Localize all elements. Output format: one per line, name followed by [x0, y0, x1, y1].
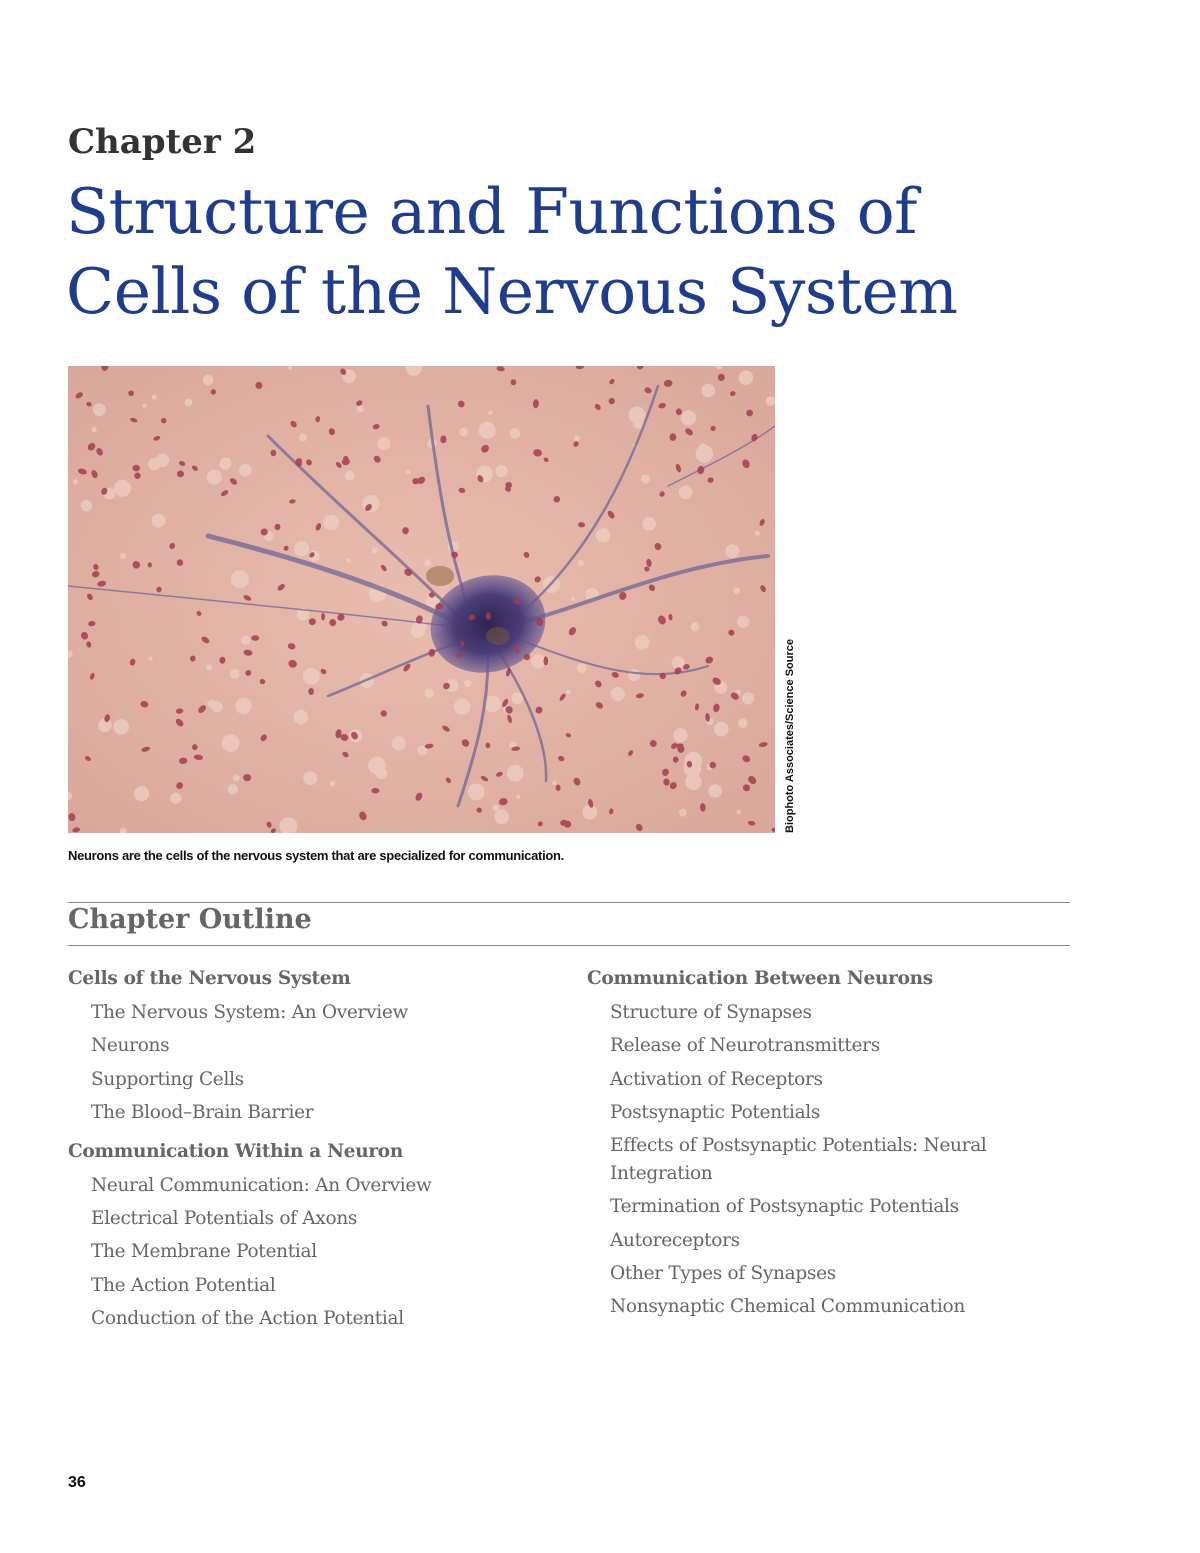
- outline-heading: Chapter Outline: [68, 904, 312, 935]
- vacuole: [755, 531, 760, 536]
- outline-item[interactable]: The Membrane Potential: [91, 1241, 317, 1263]
- vacuole: [294, 710, 309, 725]
- outline-item[interactable]: Release of Neurotransmitters: [610, 1035, 880, 1057]
- outline-item[interactable]: Activation of Receptors: [610, 1068, 823, 1090]
- vacuole: [345, 471, 355, 481]
- vacuole: [464, 679, 472, 687]
- vacuole: [679, 809, 687, 817]
- vacuole: [357, 405, 364, 412]
- stained-nucleus: [321, 613, 325, 620]
- outline-item[interactable]: Effects of Postsynaptic Potentials: Neural Integration: [610, 1135, 987, 1185]
- outline-item[interactable]: The Action Potential: [91, 1274, 276, 1296]
- vacuole: [207, 700, 215, 708]
- vacuole: [148, 458, 160, 470]
- vacuole: [496, 465, 508, 477]
- vacuole: [346, 558, 351, 563]
- vacuole: [507, 765, 524, 782]
- vacuole: [531, 654, 545, 668]
- vacuole: [459, 428, 468, 437]
- outline-item[interactable]: Neurons: [91, 1035, 170, 1057]
- vacuole: [424, 559, 431, 566]
- vacuole: [516, 795, 520, 799]
- stained-nucleus: [133, 465, 140, 472]
- vacuole: [468, 784, 485, 801]
- vacuole: [330, 781, 336, 787]
- outline-item[interactable]: Conduction of the Action Potential: [91, 1308, 404, 1330]
- chapter-title: Structure and Functions of Cells of the Nervous System: [66, 175, 958, 328]
- vacuole: [222, 734, 240, 752]
- vacuole: [714, 722, 729, 737]
- stained-nucleus: [544, 656, 549, 665]
- vacuole: [577, 560, 584, 567]
- vacuole: [362, 495, 379, 512]
- vacuole: [672, 656, 685, 669]
- vacuole: [479, 422, 496, 439]
- vacuole: [149, 657, 153, 661]
- vacuole: [641, 474, 650, 483]
- photo-credit: Biophoto Associates/Science Source: [784, 639, 796, 833]
- vacuole: [679, 486, 693, 500]
- outline-left-column: [68, 966, 528, 1338]
- vacuole: [206, 664, 212, 670]
- vacuole: [488, 411, 493, 416]
- outline-item[interactable]: Neural Communication: An Overview: [91, 1174, 432, 1196]
- vacuole: [228, 784, 238, 794]
- vacuole: [114, 480, 131, 497]
- outline-item[interactable]: Structure of Synapses: [610, 1002, 812, 1023]
- stained-nucleus: [673, 757, 679, 763]
- vacuole: [113, 719, 129, 735]
- vacuole: [552, 781, 557, 786]
- outline-bottom-divider: [68, 945, 1070, 946]
- page-number: 36: [68, 1474, 86, 1491]
- stained-nucleus: [429, 592, 435, 597]
- vacuole: [235, 698, 251, 714]
- vacuole: [81, 500, 93, 512]
- vacuole: [142, 404, 146, 408]
- vacuole: [485, 696, 502, 713]
- vacuole: [406, 470, 411, 475]
- vacuole: [303, 771, 317, 785]
- vacuole: [596, 528, 611, 543]
- vacuole: [571, 597, 575, 601]
- outline-top-divider: [68, 902, 1070, 903]
- vacuole: [699, 443, 706, 450]
- neuron-micrograph: [68, 366, 775, 833]
- vacuole: [323, 515, 339, 531]
- vacuole: [207, 470, 222, 485]
- vacuole: [577, 663, 587, 673]
- outline-right-column: [587, 966, 1027, 1327]
- vacuole: [152, 394, 157, 399]
- figure-caption: Neurons are the cells of the nervous system that are specialized for communication.: [68, 848, 564, 863]
- vacuole: [288, 366, 292, 370]
- outline-item[interactable]: Electrical Potentials of Axons: [91, 1208, 358, 1230]
- vacuole: [233, 774, 240, 781]
- vacuole: [574, 435, 580, 441]
- vacuole: [220, 458, 232, 470]
- outline-section-heading[interactable]: Communication Within a Neuron: [68, 1140, 403, 1162]
- vacuole: [392, 736, 406, 750]
- vacuole: [739, 371, 754, 386]
- outline-section-heading[interactable]: Cells of the Nervous System: [68, 968, 351, 989]
- vacuole: [294, 541, 309, 556]
- vacuole: [303, 668, 320, 685]
- vacuole: [239, 464, 252, 477]
- vacuole: [684, 752, 702, 770]
- vacuole: [673, 728, 687, 742]
- vacuole: [203, 375, 214, 386]
- outline-item[interactable]: Nonsynaptic Chemical Communication: [610, 1296, 965, 1318]
- vacuole: [92, 427, 97, 432]
- vacuole: [377, 437, 390, 450]
- vacuole: [424, 688, 433, 697]
- vacuole: [628, 669, 640, 681]
- vacuole: [231, 570, 249, 588]
- outline-item[interactable]: The Nervous System: An Overview: [91, 1002, 409, 1023]
- outline-item[interactable]: Postsynaptic Potentials: [610, 1101, 821, 1123]
- vacuole: [611, 687, 625, 701]
- vacuole: [372, 547, 379, 554]
- vacuole: [93, 403, 106, 416]
- stained-nucleus: [371, 788, 379, 794]
- outline-item[interactable]: Termination of Postsynaptic Potentials: [610, 1196, 959, 1218]
- outline-item[interactable]: The Blood–Brain Barrier: [91, 1101, 314, 1123]
- vacuole: [493, 804, 500, 811]
- outline-item[interactable]: Other Types of Synapses: [610, 1263, 836, 1285]
- vacuole: [684, 416, 692, 424]
- vacuole: [725, 544, 739, 558]
- vacuole: [241, 636, 250, 645]
- vacuole: [375, 767, 387, 779]
- vacuole: [701, 384, 715, 398]
- vacuole: [510, 428, 520, 438]
- vacuole: [635, 635, 650, 650]
- vacuole: [642, 517, 656, 531]
- vacuole: [120, 553, 126, 559]
- vacuole: [152, 514, 166, 528]
- vacuole: [742, 692, 754, 704]
- vacuole: [737, 616, 749, 628]
- vacuole: [170, 793, 181, 804]
- vacuole: [736, 810, 741, 815]
- vacuole: [73, 480, 78, 485]
- outline-item[interactable]: Supporting Cells: [91, 1068, 244, 1090]
- vacuole: [299, 433, 307, 441]
- outline-section-heading[interactable]: Communication Between Neurons: [587, 968, 933, 989]
- vacuole: [454, 699, 470, 715]
- stained-nucleus: [243, 774, 251, 781]
- vacuole: [494, 809, 509, 824]
- chapter-label: Chapter 2: [68, 122, 257, 162]
- vacuole: [629, 407, 646, 424]
- outline-item[interactable]: Autoreceptors: [610, 1229, 740, 1251]
- vacuole: [411, 624, 425, 638]
- vacuole: [134, 786, 149, 801]
- vacuole: [511, 693, 523, 705]
- vacuole: [708, 784, 722, 798]
- vacuole: [230, 669, 240, 679]
- vacuole: [733, 588, 740, 595]
- vacuole: [185, 399, 193, 407]
- vacuole: [566, 690, 571, 695]
- vacuole: [738, 718, 748, 728]
- vacuole: [691, 622, 700, 631]
